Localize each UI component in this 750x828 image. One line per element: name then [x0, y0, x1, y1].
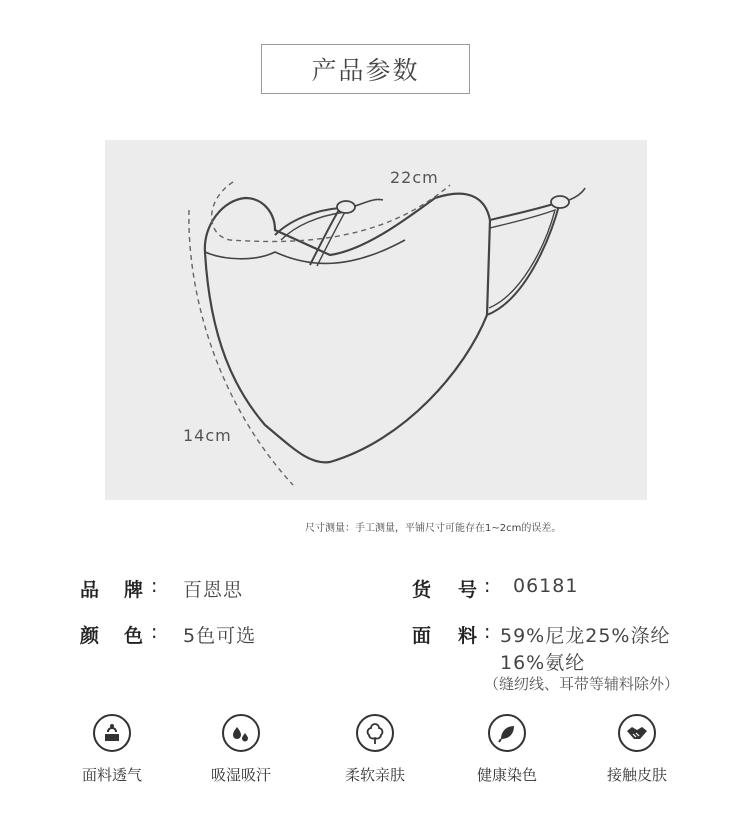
color-label-a: 颜 [80, 625, 100, 647]
material-note: （缝纫线、耳带等辅料除外） [484, 675, 680, 693]
color-colon: : [151, 621, 158, 643]
feature-label: 柔软亲肤 [344, 766, 405, 784]
feature-label: 面料透气 [81, 766, 142, 784]
feature-label: 接触皮肤 [606, 766, 667, 784]
color-value: 5色可选 [183, 625, 257, 647]
feature-soft [315, 714, 435, 785]
material-value-line1: 59%尼龙25%涤纶 [500, 625, 671, 647]
section-title [261, 44, 470, 94]
brand-value: 百恩思 [183, 579, 244, 601]
material-label-a: 面 [412, 625, 432, 647]
brand-colon: : [151, 575, 158, 597]
item-no-colon: : [484, 575, 491, 597]
feature-label: 吸湿吸汗 [210, 766, 271, 784]
mask-size-diagram [105, 140, 647, 500]
feature-moisture [181, 714, 301, 785]
mask-outline-illustration [105, 140, 647, 500]
moisture-icon [222, 714, 260, 752]
breathable-icon [93, 714, 131, 752]
material-value-line2: 16%氨纶 [500, 652, 586, 674]
feature-label: 健康染色 [476, 766, 537, 784]
brand-label-b: 牌 [124, 579, 144, 601]
height-dimension-label: 14cm [183, 426, 232, 445]
width-dimension-label: 22cm [390, 168, 439, 187]
item-no-label-a: 货 [412, 579, 432, 601]
feature-breathable [52, 714, 172, 785]
item-no-label-b: 号 [458, 579, 478, 601]
cotton-icon [356, 714, 394, 752]
feature-skin-contact [577, 714, 697, 785]
feature-healthy-dye [447, 714, 567, 785]
color-label-b: 色 [124, 625, 144, 647]
material-label-b: 料 [458, 625, 478, 647]
section-title-text: 产品参数 [311, 56, 420, 85]
measurement-note: 尺寸测量：手工测量，平铺尺寸可能存在1~2cm的误差。 [305, 523, 562, 534]
material-colon: : [484, 621, 491, 643]
leaf-icon [488, 714, 526, 752]
handshake-icon [618, 714, 656, 752]
item-no-value: 06181 [513, 575, 579, 597]
brand-label-a: 品 [80, 579, 100, 601]
